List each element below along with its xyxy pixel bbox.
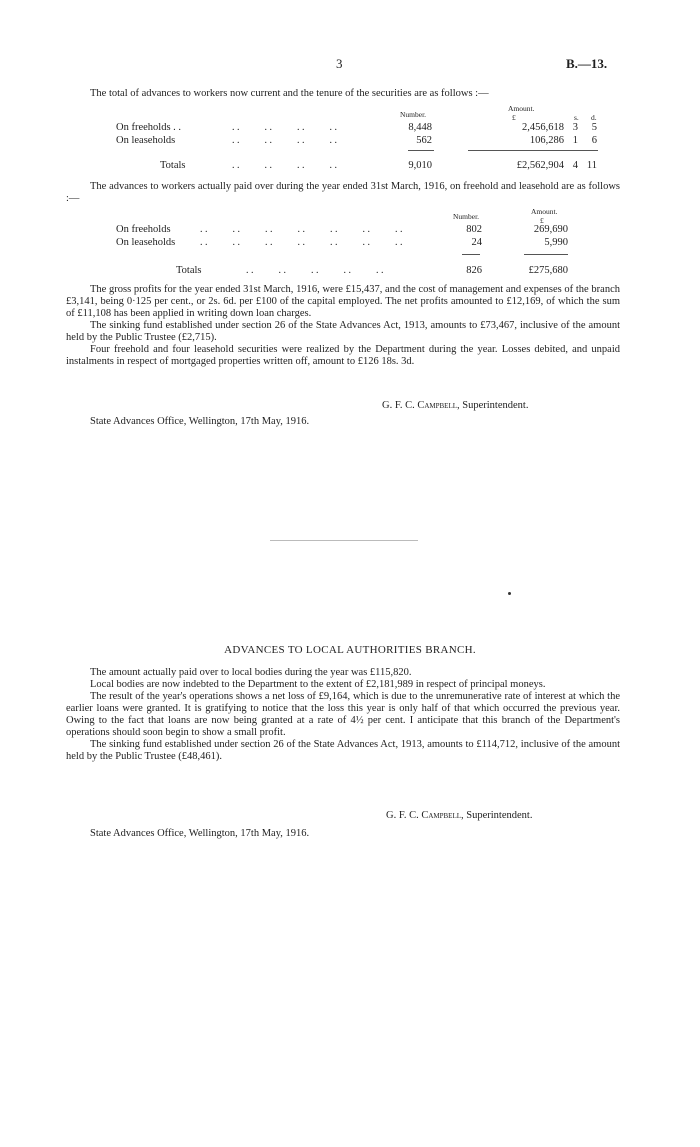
table-row: On leaseholds . . . . . . . . . . . . . . 24 5,990 xyxy=(116,237,568,248)
totals-row: Totals . . . . . . . . . . 826 £275,680 xyxy=(176,265,568,276)
signature-name: G. F. C. Campbell xyxy=(386,810,462,821)
rule xyxy=(462,254,480,255)
totals-amount: £275,680 xyxy=(528,265,568,276)
totals-amount: £2,562,904 xyxy=(516,160,564,171)
row-number: 562 xyxy=(416,135,432,146)
paragraph: The sinking fund established under section 26 of the State Advances Act, 1913, amounts to £73,467, inclusive of the amount held by the Public Trustee (£2,715). xyxy=(66,320,620,343)
row-label: On leaseholds xyxy=(116,237,176,248)
paragraph: Four freehold and four leasehold securities were realized by the Department during the year. Losses debited, and unpaid instalments in respect of mortgaged properties written off, amount to £126 18s. 3d. xyxy=(66,344,620,367)
row-number: 8,448 xyxy=(408,122,432,133)
totals-label: Totals xyxy=(176,265,202,276)
row-pence: 6 xyxy=(591,135,597,146)
section2-col-amount-header: Amount. xyxy=(531,207,558,216)
section1-col-amount-header: Amount. xyxy=(508,104,535,113)
row-number: 24 xyxy=(471,237,482,248)
signature-title: , Superintendent. xyxy=(461,810,533,821)
totals-number: 9,010 xyxy=(408,160,432,171)
paragraph: The amount actually paid over to local bodies during the year was £115,820. xyxy=(90,667,412,678)
ink-dot xyxy=(508,592,511,595)
table-row: On freeholds . . . . . . . . . . 8,448 2,456,618 3 5 xyxy=(116,122,597,133)
branch-paragraphs xyxy=(66,667,620,763)
totals-row: Totals . . . . . . . . 9,010 £2,562,904 4 11 xyxy=(160,160,597,171)
section2-col-number-header: Number. xyxy=(453,212,480,221)
branch-heading: ADVANCES TO LOCAL AUTHORITIES BRANCH. xyxy=(224,644,476,656)
place-date-2: State Advances Office, Wellington, 17th May, 1916. xyxy=(90,828,310,839)
row-amount: 106,286 xyxy=(529,135,564,146)
row-amount: 269,690 xyxy=(533,224,568,235)
section1-col-pound-header: £ xyxy=(512,113,516,122)
page-number: 3 xyxy=(336,56,343,71)
row-pence: 5 xyxy=(591,122,597,133)
row-label: On freeholds xyxy=(116,224,171,235)
totals-number: 826 xyxy=(466,265,482,276)
totals-label: Totals xyxy=(160,160,186,171)
signature-title: , Superintendent. xyxy=(457,400,529,411)
section2-col-pound-header: £ xyxy=(540,216,544,225)
paragraph: The sinking fund established under section 26 of the State Advances Act, 1913, amounts to £114,712, inclusive of the amount held by the Public Trustee (£48,461). xyxy=(66,739,620,762)
place-date-1: State Advances Office, Wellington, 17th May, 1916. xyxy=(90,416,310,427)
section2-intro: The advances to workers actually paid over during the year ended 31st March, 1916, on freehold and leasehold are as follows :— xyxy=(66,181,620,204)
section-divider xyxy=(270,540,418,541)
row-shillings: 1 xyxy=(572,135,578,146)
signature-name: G. F. C. Campbell xyxy=(382,400,458,411)
paragraph: The result of the year's operations shows a net loss of £9,164, which is due to the unremunerative rate of interest at which the earlier loans were granted. It is gratifying to notice that the loss this year is only half of that which occurred the previous year. Owing to the fact that loans are now being granted at a rate of 4½ per cent. I anticipate that this branch of the Department's operations should soon begin to show a small profit. xyxy=(66,691,620,738)
section1-col-d-header: d. xyxy=(591,113,597,122)
table-row: On leaseholds . . . . . . . . 562 106,286 1 6 xyxy=(116,135,597,146)
paragraph: Local bodies are now indebted to the Department to the extent of £2,181,989 in respect of principal moneys. xyxy=(90,679,546,690)
paragraph: The gross profits for the year ended 31st March, 1916, were £15,437, and the cost of management and expenses of the branch £3,141, being 0·125 per cent., or 2s. 6d. per £100 of the capital employed. The net profits amounted to £12,169, of which the sum of £11,108 has been applied in writing down loan charges. xyxy=(66,284,620,319)
totals-shillings: 4 xyxy=(572,160,578,171)
section1-col-s-header: s. xyxy=(574,113,579,122)
section1-intro: The total of advances to workers now current and the tenure of the securities are as follows :— xyxy=(90,88,489,99)
row-number: 802 xyxy=(466,224,482,235)
row-shillings: 3 xyxy=(572,122,578,133)
table-row: On freeholds . . . . . . . . . . . . . . 802 269,690 xyxy=(116,224,568,235)
signature-1 xyxy=(382,400,528,411)
row-label: On freeholds . . xyxy=(116,122,182,133)
signature-2 xyxy=(386,810,532,821)
row-label: On leaseholds xyxy=(116,135,176,146)
document-reference: B.—13. xyxy=(566,56,608,71)
totals-pence: 11 xyxy=(586,160,597,171)
row-amount: 5,990 xyxy=(544,237,568,248)
section1-col-number-header: Number. xyxy=(400,110,427,119)
rule xyxy=(468,150,598,151)
row-amount: 2,456,618 xyxy=(522,122,564,133)
section1-paragraphs xyxy=(66,284,620,368)
rule xyxy=(408,150,434,151)
rule xyxy=(524,254,568,255)
